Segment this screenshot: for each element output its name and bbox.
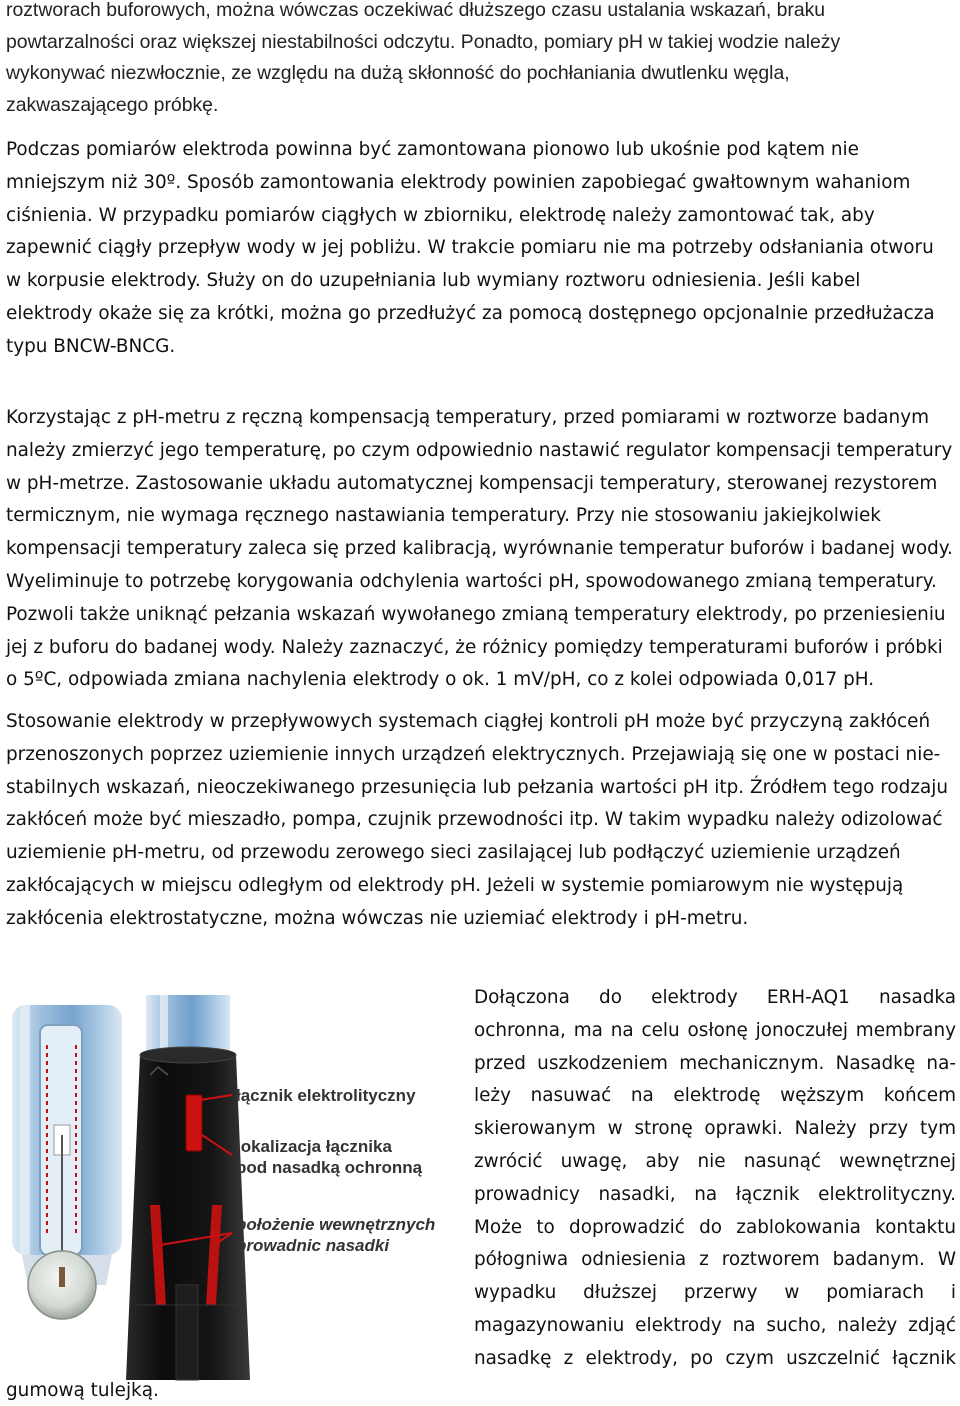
text-line: mniejszym niż 30º. Sposób zamontowania elektrody powinien zapobiegać gwałtownym wahaniom bbox=[6, 171, 911, 193]
text-line: zakłóceń może być mieszadło, pompa, czujnik przewodności itp. W takim wypadku należy odizolować bbox=[6, 809, 943, 831]
text-line: leży nasuwać na elektrodę węższym końcem bbox=[474, 1085, 956, 1107]
text-line: zakłócających w miejscu odległym od elektrody pH. Jeżeli w systemie pomiarowym nie występują bbox=[6, 874, 904, 896]
paragraph-temperature-compensation bbox=[6, 402, 956, 697]
text-line: w korpusie elektrody. Służy on do uzupełniania lub wymiany roztworu odniesienia. Jeśli kabel bbox=[6, 270, 861, 292]
text-line: magazynowaniu elektrody na sucho, należy zdjąć bbox=[474, 1314, 956, 1336]
text-line: uziemienie pH-metru, od przewodu zerowego sieci zasilającej lub podłączyć uziemienie urządzeń bbox=[6, 842, 901, 864]
text-line: zwrócić uwagę, aby nie nasunąć wewnętrznej bbox=[474, 1150, 956, 1172]
text-line: o 5ºC, odpowiada zmiana nachylenia elektrody o ok. 1 mV/pH, co z kolei odpowiada 0,017 pH. bbox=[6, 669, 875, 691]
text-line: prowadnicy nasadki, na łącznik elektrolityczny. bbox=[474, 1183, 956, 1205]
electrode-cap-figure bbox=[0, 985, 470, 1385]
text-line: Korzystając z pH-metru z ręczną kompensacją temperatury, przed pomiarami w roztworze badanym bbox=[6, 407, 930, 428]
paragraph-grounding-interference bbox=[6, 706, 956, 936]
text-line: termicznym, nie wymaga ręcznego nastawiania temperatury. Przy nie stosowaniu jakiejkolwiek bbox=[6, 505, 881, 527]
paragraph-protective-cap bbox=[474, 982, 956, 1376]
text-line: wypadku dłuższej przerwy w pomiarach i bbox=[474, 1282, 956, 1304]
text-line: zakwaszającego próbkę. bbox=[6, 93, 219, 116]
text-line: półogniwa odniesienia z roztworem badanym. W bbox=[474, 1249, 956, 1271]
paragraph-mounting bbox=[6, 134, 956, 364]
text-line: skierowanym w stronę oprawki. Należy przy tym bbox=[474, 1118, 956, 1140]
text-line: należy zmierzyć jego temperaturę, po czym odpowiednio nastawić regulator kompensacji temperatury bbox=[6, 439, 953, 461]
text-line: jej z buforu do badanej wody. Należy zaznaczyć, że różnicy pomiędzy temperaturami buforów i próbki bbox=[6, 636, 943, 658]
text-line: przenoszonych poprzez uziemienie innych urządzeń elektrycznych. Przejawiają się one w postaci nie- bbox=[6, 743, 941, 765]
text-line: Podczas pomiarów elektroda powinna być zamontowana pionowo lub ukośnie pod kątem nie bbox=[6, 139, 859, 160]
text-line: Pozwoli także uniknąć pełzania wskazań wywołanego zmianą temperatury elektrody, po przeniesieniu bbox=[6, 603, 946, 625]
text-line: Stosowanie elektrody w przepływowych systemach ciągłej kontroli pH może być przyczyną zakłóceń bbox=[6, 711, 931, 732]
text-line: Wyeliminuje to potrzebę korygowania odchylenia wartości pH, spowodowanego zmianą temperatury. bbox=[6, 570, 937, 592]
text-line: kompensacji temperatury zaleca się przed kalibracją, wyrównanie temperatur buforów i badanej wody. bbox=[6, 538, 953, 560]
text-line: wykonywać niezwłocznie, ze względu na dużą skłonność do pochłaniania dwutlenku węgla, bbox=[6, 62, 790, 84]
text-line: roztworach buforowych, można wówczas oczekiwać dłuższego czasu ustalania wskazań, braku bbox=[6, 0, 826, 21]
text-line: typu BNCW-BNCG. bbox=[6, 335, 176, 357]
text-line: stabilnych wskazań, nieoczekiwanego przesunięcia lub pełzania wartości pH itp. Źródłem tego rodzaju bbox=[6, 776, 949, 798]
label-junction-location-1: lokalizacja łącznika bbox=[236, 1137, 392, 1156]
text-line: przed uszkodzeniem mechanicznym. Nasadkę na- bbox=[474, 1052, 956, 1074]
text-line: ochronna, ma na celu osłonę jonoczułej membrany bbox=[474, 1019, 956, 1041]
label-inner-guides-1: położenie wewnętrznych bbox=[236, 1215, 436, 1234]
text-line: Dołączona do elektrody ERH-AQ1 nasadka bbox=[474, 987, 956, 1008]
label-electrolyte-junction: łącznik elektrolityczny bbox=[236, 1086, 416, 1105]
text-line: Może to doprowadzić do zablokowania kontaktu bbox=[474, 1216, 956, 1238]
text-line: powtarzalności oraz większej niestabilności odczytu. Ponadto, pomiary pH w takiej wodzie należy bbox=[6, 30, 841, 53]
bare-electrode bbox=[12, 1005, 122, 1319]
label-inner-guides-2: prowadnic nasadki bbox=[236, 1236, 390, 1255]
text-line: zapewnić ciągły przepływ wody w jej pobliżu. W trakcie pomiaru nie ma potrzeby odsłaniania otworu bbox=[6, 237, 934, 259]
label-junction-location-2: pod nasadką ochronną bbox=[236, 1158, 423, 1177]
text-line: zakłócenia elektrostatyczne, można wówczas nie uziemiać elektrody i pH-metru. bbox=[6, 907, 749, 929]
paragraph-tail: gumową tulejką. bbox=[6, 1380, 159, 1401]
text-line: ciśnienia. W przypadku pomiarów ciągłych w zbiorniku, elektrodę należy zamontować tak, aby bbox=[6, 204, 875, 226]
text-line: w pH-metrze. Zastosowanie układu automatycznej kompensacji temperatury, sterowanej rezystorem bbox=[6, 472, 938, 494]
paragraph-buffer-solutions bbox=[6, 0, 956, 121]
text-line: nasadkę z elektrody, po czym uszczelnić łącznik bbox=[474, 1347, 956, 1369]
electrode-with-cap bbox=[126, 995, 250, 1380]
text-line: elektrody okaże się za krótki, można go przedłużyć za pomocą dostępnego opcjonalnie przedłużacza bbox=[6, 302, 935, 324]
